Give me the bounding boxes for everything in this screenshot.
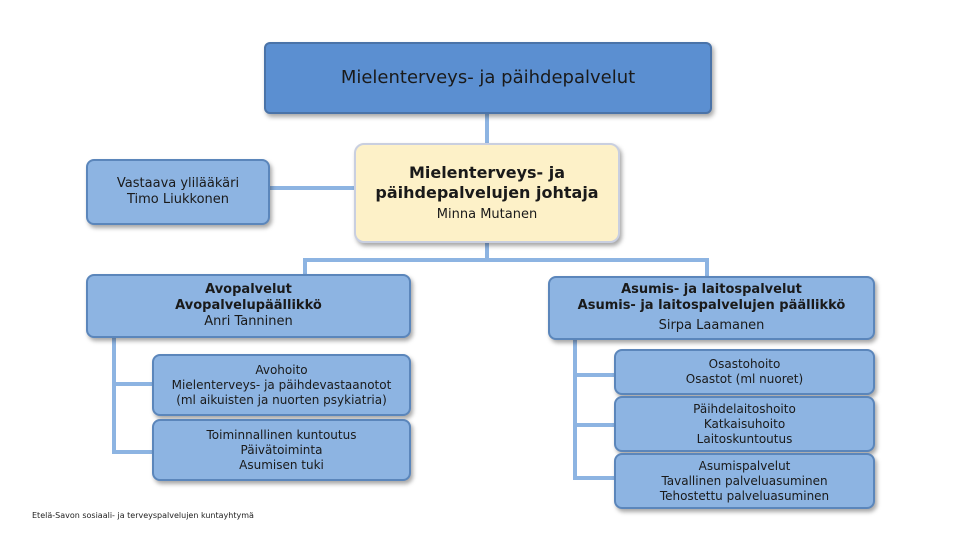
unit-line: (ml aikuisten ja nuorten psykiatria) bbox=[176, 392, 387, 407]
housing-title: Asumis- ja laitospalvelut bbox=[621, 281, 802, 297]
unit-line: Asumispalvelut bbox=[698, 458, 791, 473]
outpatient-unit-avohoito bbox=[152, 354, 411, 416]
connector-branch-right bbox=[705, 258, 709, 276]
outpatient-name: Anri Tanninen bbox=[204, 314, 293, 330]
connector-title-director bbox=[485, 113, 489, 143]
connector-housing-unit3 bbox=[573, 476, 615, 480]
unit-line: Tehostettu palveluasuminen bbox=[659, 488, 830, 503]
chief-physician-name: Timo Liukkonen bbox=[126, 192, 230, 207]
connector-outpatient-unit1 bbox=[112, 382, 154, 386]
outpatient-role: Avopalvelupäällikkö bbox=[175, 297, 322, 313]
connector-outpatient-trunk bbox=[112, 336, 116, 454]
unit-line: Toiminnallinen kuntoutus bbox=[206, 427, 357, 442]
unit-line: Avohoito bbox=[255, 362, 308, 377]
director-title-line2: päihdepalvelujen johtaja bbox=[375, 182, 599, 202]
director-title-line1: Mielenterveys- ja bbox=[408, 162, 566, 182]
connector-outpatient-unit2 bbox=[112, 450, 154, 454]
connector-housing-unit1 bbox=[573, 373, 615, 377]
connector-director-physician bbox=[270, 186, 356, 190]
housing-box bbox=[548, 276, 875, 340]
connector-branch-horizontal bbox=[303, 258, 709, 262]
unit-line: Asumisen tuki bbox=[239, 457, 324, 472]
outpatient-box bbox=[86, 274, 411, 338]
housing-role: Asumis- ja laitospalvelujen päällikkö bbox=[577, 297, 846, 313]
housing-unit-asumispalvelut bbox=[614, 453, 875, 509]
unit-line: Mielenterveys- ja päihdevastaanotot bbox=[171, 377, 392, 392]
connector-housing-trunk bbox=[573, 338, 577, 480]
outpatient-title: Avopalvelut bbox=[205, 281, 292, 297]
outpatient-unit-kuntoutus bbox=[152, 419, 411, 481]
housing-unit-osastohoito bbox=[614, 349, 875, 395]
housing-name: Sirpa Laamanen bbox=[658, 318, 765, 334]
org-title-box bbox=[264, 42, 712, 114]
unit-line: Päivätoiminta bbox=[240, 442, 323, 457]
connector-housing-unit2 bbox=[573, 423, 615, 427]
chief-physician-role: Vastaava ylilääkäri bbox=[116, 175, 240, 191]
housing-unit-paihdelaitoshoito bbox=[614, 396, 875, 452]
unit-line: Osastot (ml nuoret) bbox=[685, 372, 804, 386]
footer-organization: Etelä-Savon sosiaali- ja terveyspalvelujen kuntayhtymä bbox=[32, 511, 254, 520]
unit-line: Osastohoito bbox=[708, 357, 781, 371]
unit-line: Katkaisuhoito bbox=[703, 416, 786, 431]
director-name: Minna Mutanen bbox=[436, 206, 538, 222]
chief-physician-box bbox=[86, 159, 270, 225]
unit-line: Laitoskuntoutus bbox=[696, 431, 793, 446]
unit-line: Päihdelaitoshoito bbox=[693, 401, 796, 416]
org-title: Mielenterveys- ja päihdepalvelut bbox=[340, 66, 636, 88]
unit-line: Tavallinen palveluasuminen bbox=[661, 473, 828, 488]
director-box bbox=[354, 143, 620, 243]
